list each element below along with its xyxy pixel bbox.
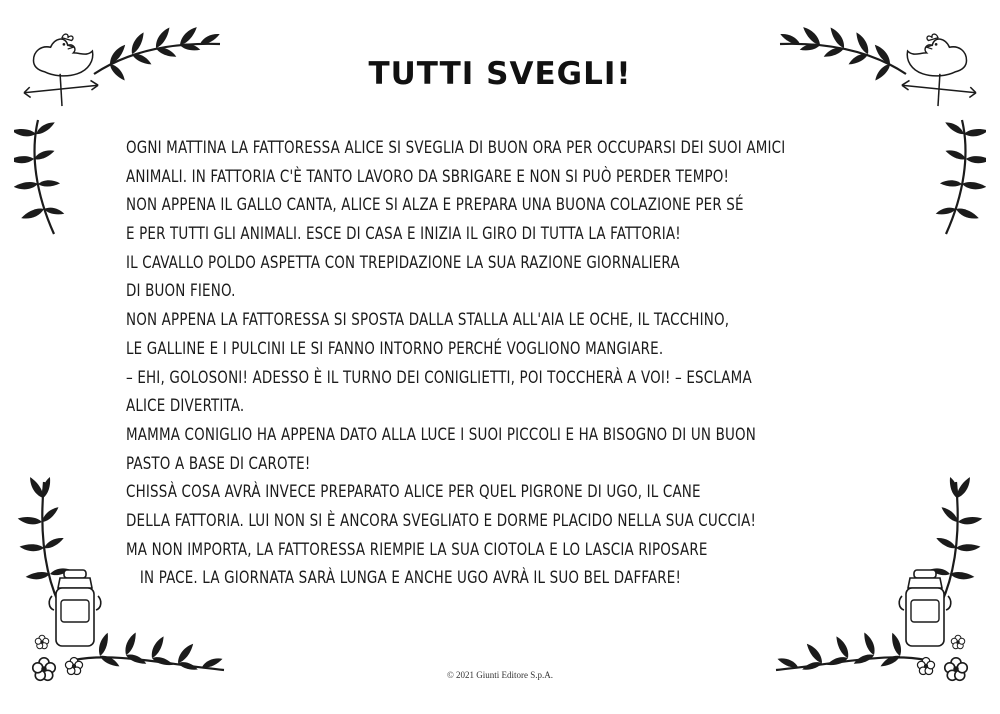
leafy-branch-icon [74,632,224,675]
story-line: LE GALLINE E I PULCINI LE SI FANNO INTORNO PERCHÉ VOGLIONO MANGIARE. [126,338,664,359]
story-text [126,134,916,593]
story-line: MA NON IMPORTA, LA FATTORESSA RIEMPIE LA SUA CIOTOLA E LO LASCIA RIPOSARE [126,539,708,560]
story-line: NON APPENA LA FATTORESSA SI SPOSTA DALLA STALLA ALL'AIA LE OCHE, IL TACCHINO, [126,310,730,331]
flower-icon [951,635,965,649]
story-line: E PER TUTTI GLI ANIMALI. ESCE DI CASA E INIZIA IL GIRO DI TUTTA LA FATTORIA! [126,224,681,245]
story-line: ALICE DIVERTITA. [126,396,245,417]
leafy-branch-icon [776,632,926,675]
story-line: CHISSÀ COSA AVRÀ INVECE PREPARATO ALICE PER QUEL PIGRONE DI UGO, IL CANE [126,482,701,503]
story-line: IN PACE. LA GIORNATA SARÀ LUNGA E ANCHE UGO AVRÀ IL SUO BEL DAFFARE! [139,568,682,589]
story-line: MAMMA CONIGLIO HA APPENA DATO ALLA LUCE I SUOI PICCOLI E HA BISOGNO DI UN BUON [126,424,757,445]
flower-icon [35,635,49,649]
story-line: IL CAVALLO POLDO ASPETTA CON TREPIDAZIONE LA SUA RAZIONE GIORNALIERA [126,252,680,273]
leafy-branch-icon [935,120,986,234]
story-line: – EHI, GOLOSONI! ADESSO È IL TURNO DEI CONIGLIETTI, POI TOCCHERÀ A VOI! – ESCLAMA [126,367,752,388]
milk-can-icon [49,570,101,646]
story-line: NON APPENA IL GALLO CANTA, ALICE SI ALZA E PREPARA UNA BUONA COLAZIONE PER SÉ [126,195,744,216]
story-line: OGNI MATTINA LA FATTORESSA ALICE SI SVEGLIA DI BUON ORA PER OCCUPARSI DEI SUOI AMICI [126,138,786,158]
story-line: DI BUON FIENO. [126,281,236,302]
page-title: TUTTI SVEGLI! [368,56,632,92]
leafy-branch-icon [14,120,65,234]
copyright-notice: © 2021 Giunti Editore S.p.A. [446,670,554,680]
story-line: DELLA FATTORIA. LUI NON SI È ANCORA SVEGLIATO E DORME PLACIDO NELLA SUA CUCCIA! [126,510,757,531]
story-line: ANIMALI. IN FATTORIA C'È TANTO LAVORO DA SBRIGARE E NON SI PUÒ PERDER TEMPO! [126,166,730,187]
story-line: PASTO A BASE DI CAROTE! [126,453,311,474]
